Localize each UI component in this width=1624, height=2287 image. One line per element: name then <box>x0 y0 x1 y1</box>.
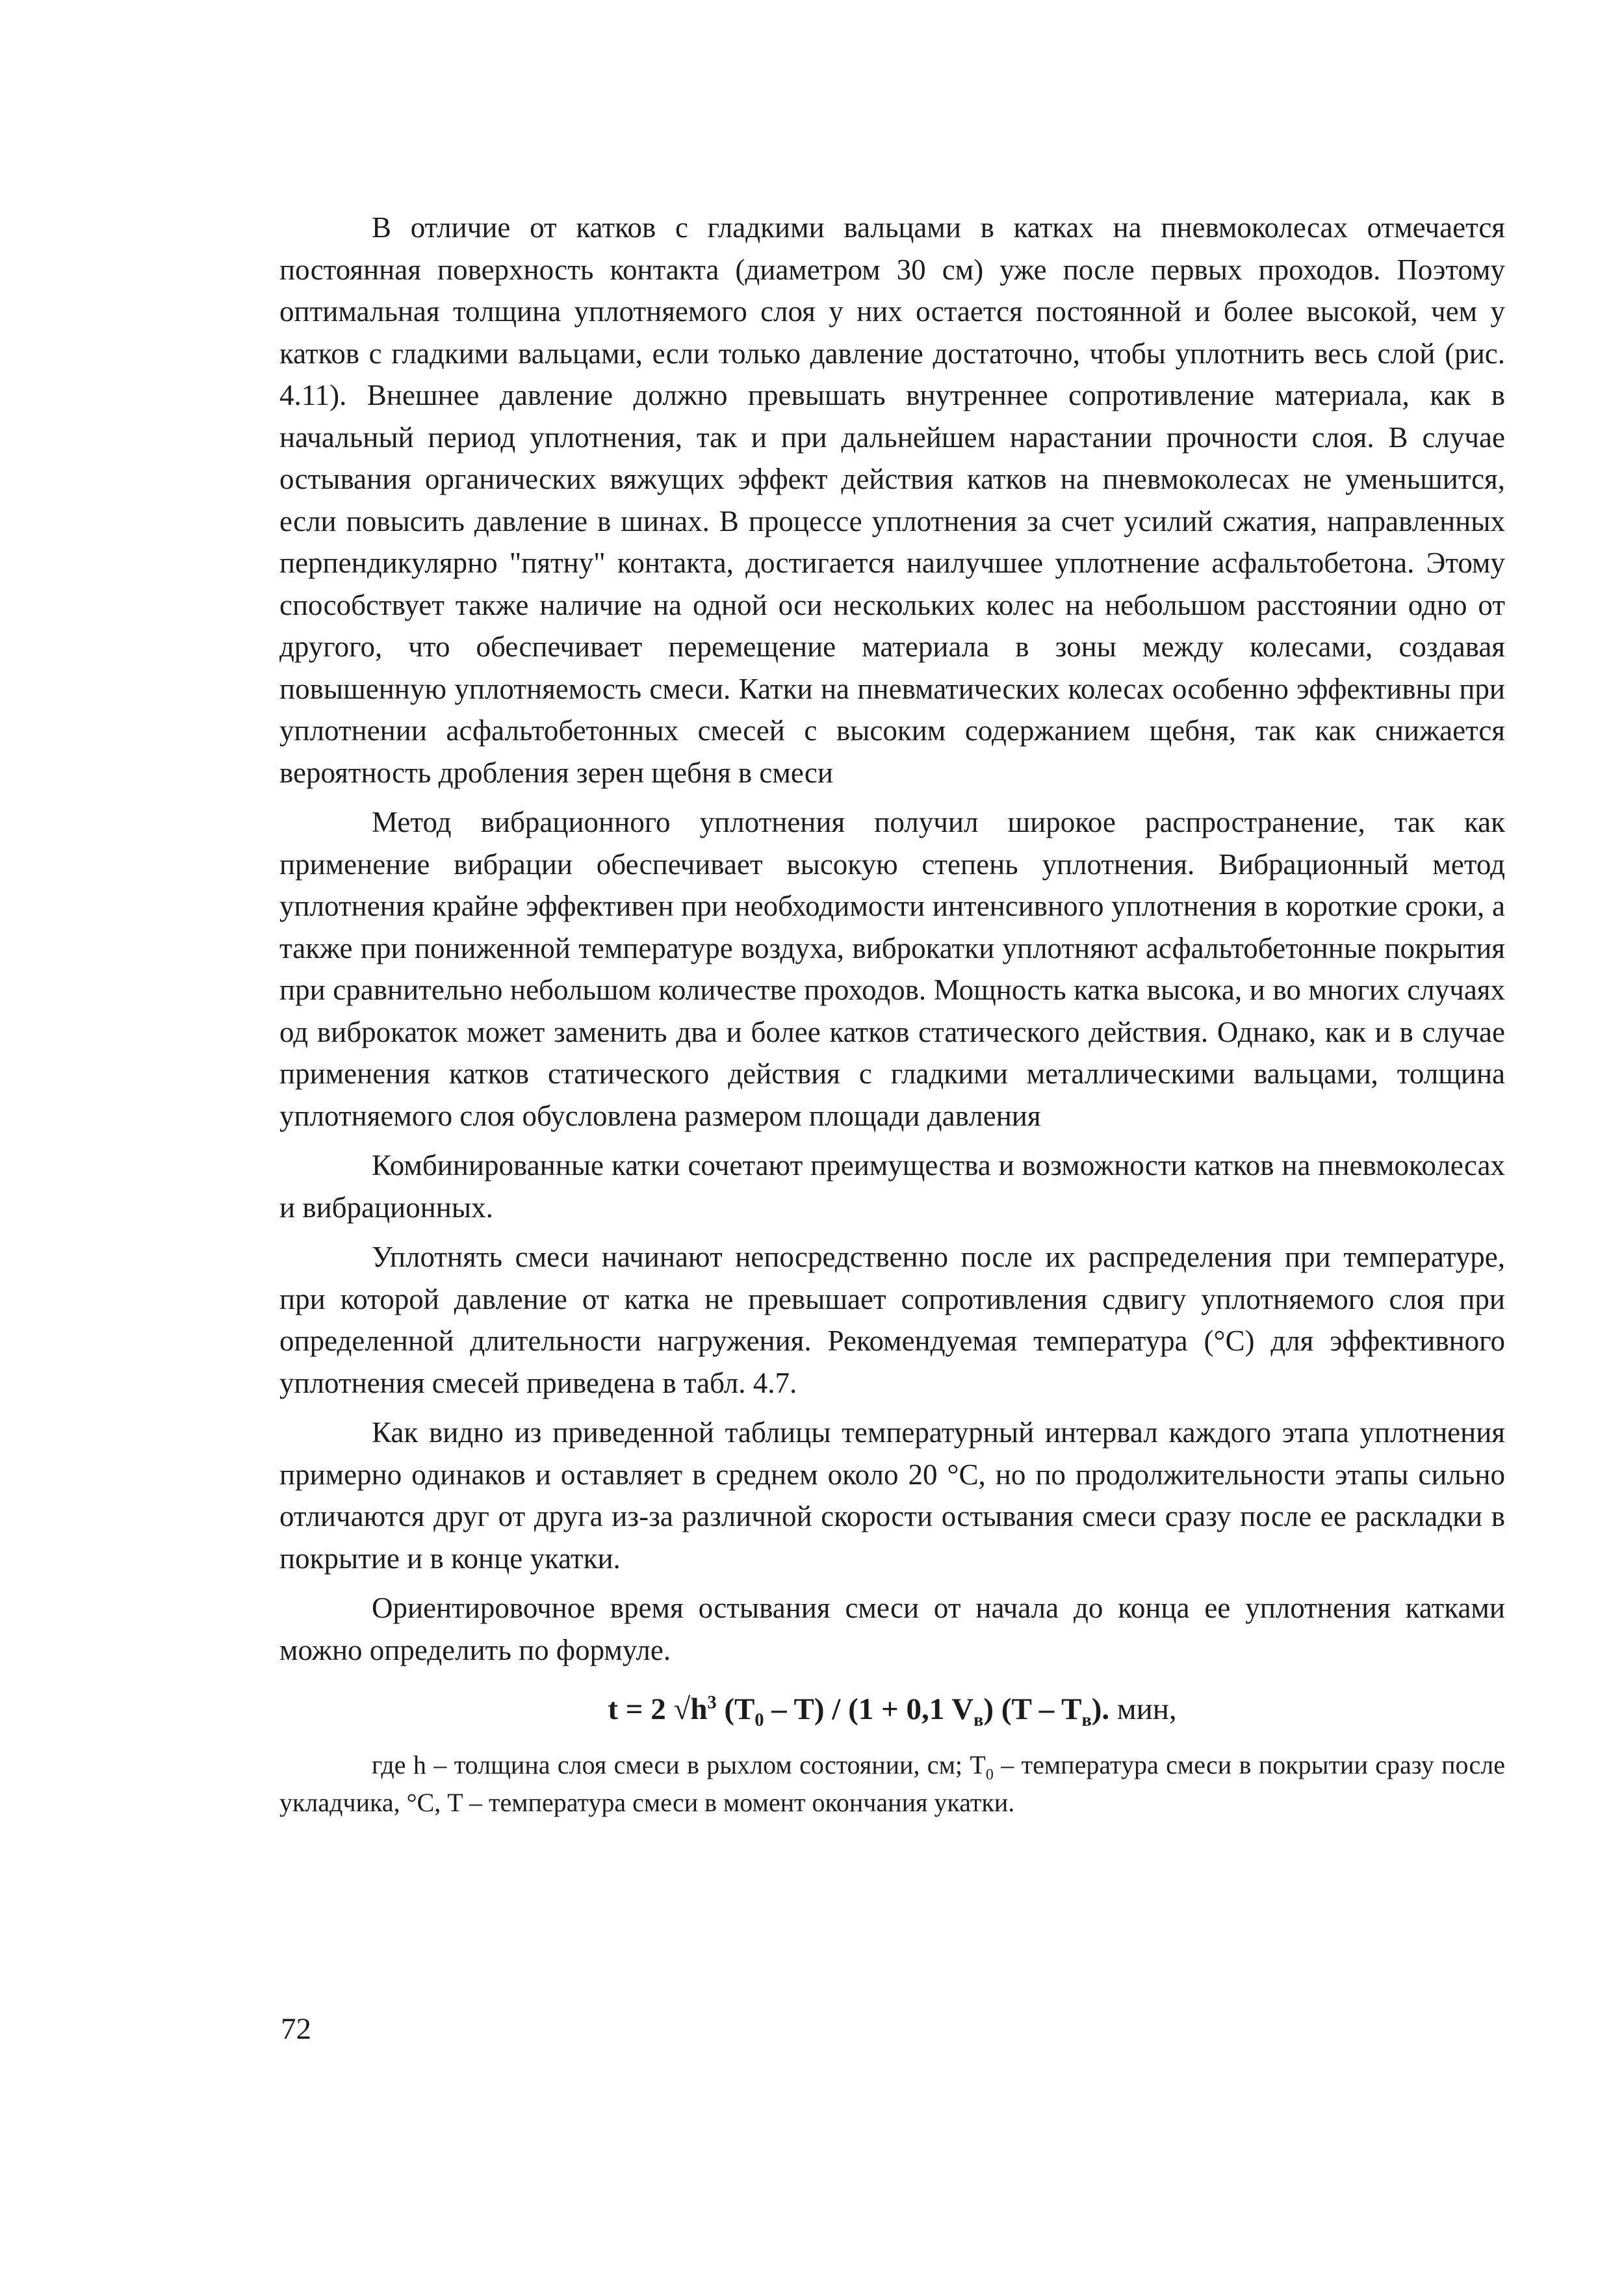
formula-unit: мин, <box>1109 1692 1177 1726</box>
legend-subscript: 0 <box>985 1766 994 1783</box>
formula-subscript: 0 <box>754 1710 764 1731</box>
formula-legend <box>279 1746 1505 1822</box>
page-body <box>279 207 1505 1822</box>
formula-part: ) (T – T <box>983 1692 1082 1726</box>
formula-part: (T <box>716 1692 755 1726</box>
legend-part: – температура смеси в покрытии сразу после укладчика, °С, T – температура смеси в момент окончания укатки. <box>279 1750 1505 1817</box>
formula-subscript: в <box>1081 1710 1092 1731</box>
paragraph-temperature-interval: Как видно из приведенной таблицы температурный интервал каждого этапа уплотнения примерно одинаков и оставляет в среднем около 20 °С, но по продолжительности этапы сильно отличаются друг от друга из-за различной скорости остывания смеси сразу после ее раскладки в покрытие и в конце укатки. <box>279 1416 1505 1575</box>
formula-lhs: t = 2 √h <box>608 1692 708 1726</box>
paragraph-vibration-method: Метод вибрационного уплотнения получил широкое распространение, так как применение вибрации обеспечивает высокую степень уплотнения. Вибрационный метод уплотнения крайне эффективен при необходимости интенсивного уплотнения в короткие сроки, а также при пониженной температуре воздуха, виброкатки уплотняют асфальтобетонные покрытия при сравнительно небольшом количестве проходов. Мощность катка высока, и во многих случаях од виброкаток может заменить два и более катков статического действия. Однако, как и в случае применения катков статического действия с гладкими металлическими вальцами, толщина уплотняемого слоя обусловлена размером площади давления <box>279 806 1505 1132</box>
paragraph-cooling-time: Ориентировочное время остывания смеси от начала до конца ее уплотнения катками можно определить по формуле. <box>279 1592 1505 1666</box>
formula-exponent: 3 <box>707 1692 717 1713</box>
cooling-time-formula <box>279 1686 1505 1732</box>
paragraph-compaction-temperature: Уплотнять смеси начинают непосредственно после их распределения при температуре, при которой давление от катка не превышает сопротивления сдвигу уплотняемого слоя при определенной длительности нагружения. Рекомендуемая температура (°С) для эффективного уплотнения смесей приведена в табл. 4.7. <box>279 1241 1505 1399</box>
formula-part: ). <box>1091 1692 1110 1726</box>
page-number: 72 <box>281 2012 311 2046</box>
formula-part: – T) / (1 + 0,1 V <box>764 1692 974 1726</box>
paragraph-rollers-pneumatic: В отличие от катков с гладкими вальцами в катках на пневмоколесах отмечается постоянная поверхность контакта (диаметром 30 см) уже после первых проходов. Поэтому оптимальная толщина уплотняемого слоя у них остается постоянной и более высокой, чем у катков с гладкими вальцами, если только давление достаточно, чтобы уплотнить весь слой (рис. 4.11). Внешнее давление должно превышать внутреннее сопротивление материала, как в начальный период уплотнения, так и при дальнейшем нарастании прочности слоя. В случае остывания органических вяжущих эффект действия катков на пневмоколесах не уменьшится, если повысить давление в шинах. В процессе уплотнения за счет усилий сжатия, направленных перпендикулярно "пятну" контакта, достигается наилучшее уплотнение асфальтобетона. Этому способствует также наличие на одной оси нескольких колес на небольшом расстоянии одно от другого, что обеспечивает перемещение материала в зоны между колесами, создавая повышенную уплотняемость смеси. Катки на пневматических колесах особенно эффективны при уплотнении асфальтобетонных смесей с высоким содержанием щебня, так как снижается вероятность дробления зерен щебня в смеси <box>279 211 1505 789</box>
legend-part: где h – толщина слоя смеси в рыхлом состоянии, см; T <box>372 1750 986 1779</box>
paragraph-combined-rollers: Комбинированные катки сочетают преимущества и возможности катков на пневмоколесах и вибрационных. <box>279 1149 1505 1224</box>
formula-subscript: в <box>973 1710 984 1731</box>
